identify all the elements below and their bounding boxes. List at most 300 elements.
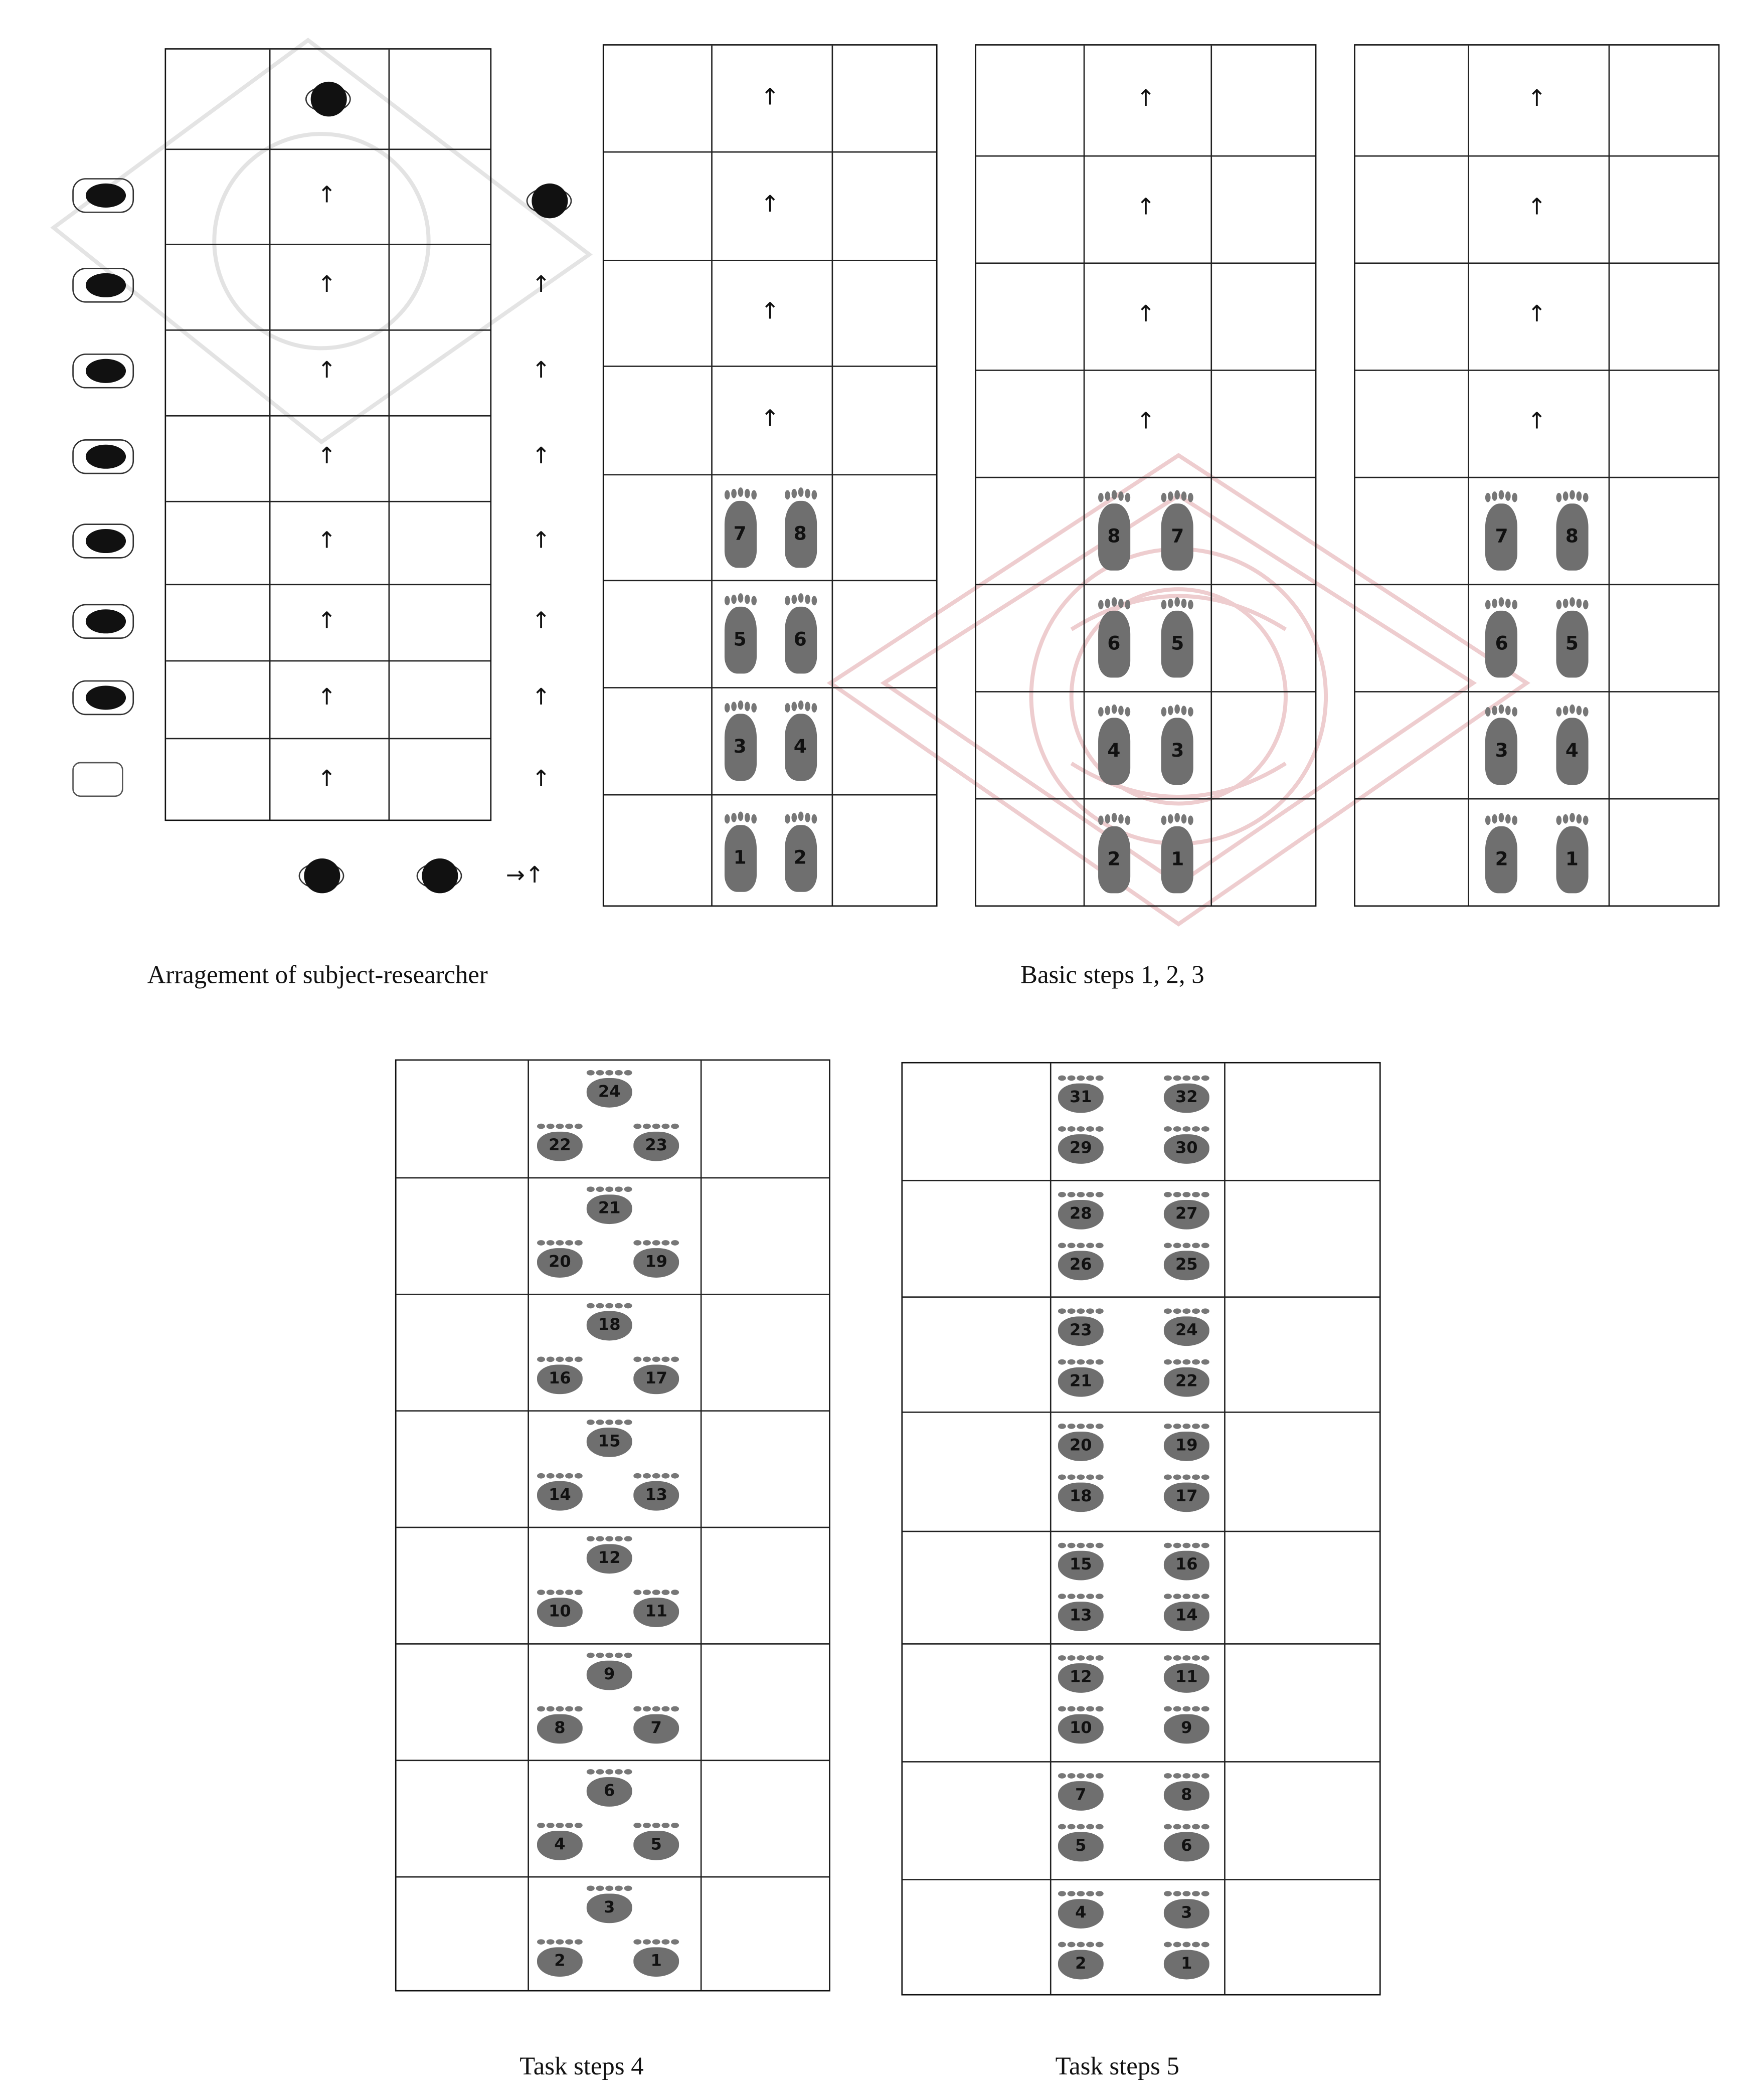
footprint-toe (791, 488, 796, 498)
footprint-toe (1161, 707, 1167, 717)
footprint-toe (1492, 491, 1498, 501)
footprint-toe (556, 1590, 564, 1595)
basic-step-1-grid (603, 44, 938, 907)
footprint-toe (587, 1186, 595, 1192)
footprint-toe (797, 811, 803, 820)
footprint-toe (643, 1939, 651, 1945)
footprint-toe (624, 1420, 632, 1425)
footprint (1054, 1242, 1108, 1282)
footprint-number: 20 (1070, 1436, 1092, 1455)
footprint (583, 1418, 636, 1458)
grid-column-line (389, 50, 390, 820)
footprint-toe (1096, 1891, 1104, 1896)
footprint-number: 4 (1565, 740, 1579, 762)
footprint-toe (744, 702, 750, 711)
footprint-toe (575, 1590, 583, 1595)
footprint (1054, 1358, 1108, 1398)
footprint-toe (1068, 1192, 1076, 1197)
grid-row-line (903, 1879, 1379, 1880)
footprint-number: 8 (1565, 526, 1579, 548)
arrow-up-icon: ↑ (1527, 194, 1546, 221)
footprint-toe (784, 596, 790, 606)
arrow-up-icon: ↑ (760, 83, 780, 111)
footprint-number: 1 (1171, 849, 1184, 871)
footprint-toe (1096, 1824, 1104, 1830)
footprint-number: 27 (1175, 1204, 1198, 1223)
footprint (1054, 1541, 1108, 1582)
footprint-toe (1173, 1891, 1181, 1896)
basic-step-3-grid (1354, 44, 1719, 907)
footprint-toe (1201, 1706, 1209, 1712)
footprint-toe (615, 1769, 623, 1775)
footprint-toe (1096, 1243, 1104, 1249)
grid-row-line (166, 584, 490, 585)
footprint-toe (1086, 1243, 1094, 1249)
footprint (1054, 1422, 1108, 1462)
grid-row-line (976, 477, 1315, 478)
footprint-toe (605, 1186, 613, 1192)
footprint-toe (804, 702, 810, 711)
footprint (629, 1821, 683, 1861)
footprint-toe (791, 595, 796, 604)
footprint (1556, 595, 1588, 678)
footprint-toe (1111, 597, 1117, 607)
footprint-toe (661, 1240, 669, 1246)
eye-icon (72, 523, 134, 558)
footprint-toe (1096, 1192, 1104, 1197)
footprint-number: 4 (793, 736, 807, 758)
footprint (784, 697, 816, 781)
grid-row-line (604, 151, 936, 153)
footprint-toe (731, 595, 736, 604)
footprint (629, 1239, 683, 1279)
footprint-toe (1118, 814, 1123, 824)
footprint-number: 1 (1565, 849, 1579, 871)
footprint-toe (575, 1240, 583, 1246)
footprint-toe (652, 1240, 660, 1246)
footprint-toe (1098, 600, 1103, 610)
footprint-toe (1118, 706, 1123, 716)
footprint-toe (791, 702, 796, 711)
footprint-toe (1201, 1126, 1209, 1132)
footprint (1054, 1705, 1108, 1745)
footprint-toe (1492, 814, 1498, 824)
footprint-toe (1096, 1706, 1104, 1712)
footprint-toe (1173, 1773, 1181, 1779)
footprint (1161, 810, 1193, 894)
footprint-toe (1068, 1773, 1076, 1779)
footprint-number: 3 (733, 736, 747, 758)
footprint-toe (1096, 1543, 1104, 1548)
footprint-toe (1086, 1475, 1094, 1480)
footprint-toe (615, 1536, 623, 1541)
footprint-toe (751, 489, 756, 499)
footprint-number: 15 (598, 1432, 621, 1451)
footprint-toe (1506, 491, 1511, 501)
footprint (1054, 1307, 1108, 1347)
grid-row-line (604, 794, 936, 796)
grid-row-line (976, 262, 1315, 264)
footprint-toe (556, 1939, 564, 1945)
footprint-toe (1182, 1243, 1190, 1249)
footprint (533, 1821, 587, 1861)
footprint-toe (1164, 1706, 1172, 1712)
footprint-toe (537, 1590, 545, 1595)
footprint-toe (671, 1590, 679, 1595)
footprint-toe (1086, 1424, 1094, 1429)
footprint-toe (1192, 1543, 1200, 1548)
footprint (629, 1938, 683, 1978)
arrow-up-icon: ↑ (760, 298, 780, 325)
footprint-toe (537, 1939, 545, 1945)
footprint-toe (1570, 813, 1575, 822)
footprint-number: 4 (1107, 740, 1121, 762)
footprint-toe (1562, 706, 1568, 716)
footprint-toe (744, 488, 750, 498)
footprint-toe (1058, 1773, 1066, 1779)
footprint-toe (1125, 600, 1130, 610)
footprint-toe (1201, 1475, 1209, 1480)
footprint-toe (1181, 706, 1187, 716)
eye-pupil (86, 609, 126, 633)
footprint-toe (1192, 1824, 1200, 1830)
grid-row-line (903, 1531, 1379, 1532)
footprint-toe (1105, 706, 1110, 716)
footprint (724, 808, 756, 892)
footprint-toe (1486, 600, 1491, 610)
footprint-toe (1077, 1308, 1085, 1314)
footprint-toe (547, 1240, 555, 1246)
footprint-toe (556, 1357, 564, 1362)
footprint-toe (1192, 1308, 1200, 1314)
footprint-number: 18 (1070, 1486, 1092, 1505)
footprint-toe (1077, 1824, 1085, 1830)
footprint-toe (1173, 1942, 1181, 1948)
footprint-toe (1499, 813, 1504, 822)
grid-row-line (604, 474, 936, 475)
footprint-number: 5 (733, 629, 747, 651)
arrow-up-icon: ↑ (1136, 408, 1155, 436)
footprint-toe (1201, 1773, 1209, 1779)
footprint-toe (1192, 1126, 1200, 1132)
grid-row-line (397, 1410, 829, 1412)
grid-column-line (269, 50, 271, 820)
grid-row-line (976, 691, 1315, 692)
footprint-toe (671, 1939, 679, 1945)
footprint-number: 11 (1175, 1667, 1198, 1686)
footprint-toe (1164, 1192, 1172, 1197)
footprint-toe (1182, 1543, 1190, 1548)
footprint-toe (1086, 1824, 1094, 1830)
footprint-toe (1562, 491, 1568, 501)
footprint-toe (1192, 1891, 1200, 1896)
footprint-toe (615, 1420, 623, 1425)
footprint-toe (1562, 599, 1568, 608)
footprint-toe (671, 1124, 679, 1129)
footprint-toe (1164, 1773, 1172, 1779)
arrow-up-icon: ↑ (317, 272, 336, 299)
footprint-toe (1181, 814, 1187, 824)
footprint-toe (1182, 1942, 1190, 1948)
footprint (784, 808, 816, 892)
footprint-toe (1181, 599, 1187, 608)
footprint-toe (1201, 1942, 1209, 1948)
footprint-toe (605, 1653, 613, 1658)
footprint-toe (1077, 1891, 1085, 1896)
footprint-toe (1182, 1076, 1190, 1081)
footprint (1098, 810, 1130, 894)
footprint-number: 2 (1107, 849, 1121, 871)
footprint-number: 7 (1171, 526, 1184, 548)
footprint-toe (1173, 1192, 1181, 1197)
footprint (1054, 1772, 1108, 1812)
footprint-toe (1068, 1243, 1076, 1249)
footprint-toe (737, 811, 743, 820)
arrow-up-icon: ↑ (531, 528, 551, 555)
footprint-toe (1068, 1543, 1076, 1548)
footprint-number: 2 (1075, 1954, 1087, 1973)
grid-row-line (166, 660, 490, 662)
footprint-number: 26 (1070, 1255, 1092, 1274)
footprint-toe (1188, 707, 1194, 717)
footprint-toe (1570, 490, 1575, 500)
footprint-number: 23 (1070, 1320, 1092, 1339)
grid-row-line (1355, 584, 1718, 585)
footprint-toe (1105, 814, 1110, 824)
footprint-toe (1068, 1891, 1076, 1896)
caption-basic-steps: Basic steps 1, 2, 3 (1020, 961, 1204, 990)
grid-row-line (1355, 691, 1718, 692)
footprint-toe (652, 1357, 660, 1362)
footprint-toe (1192, 1475, 1200, 1480)
arrow-up-icon: ↑ (1136, 301, 1155, 328)
footprint-toe (1068, 1706, 1076, 1712)
footprint-toe (537, 1823, 545, 1828)
footprint-toe (575, 1823, 583, 1828)
grid-row-line (1355, 155, 1718, 157)
footprint-toe (1125, 493, 1130, 502)
head-fill (311, 82, 347, 116)
footprint-toe (1192, 1942, 1200, 1948)
footprint-toe (596, 1536, 604, 1541)
grid-row-line (1355, 477, 1718, 478)
footprint-toe (643, 1357, 651, 1362)
footprint-toe (1077, 1942, 1085, 1948)
arrow-up-icon: ↑ (317, 358, 336, 385)
eye-pupil (86, 359, 126, 383)
footprint-toe (1161, 600, 1167, 610)
footprint-toe (633, 1357, 641, 1362)
footprint-toe (1111, 490, 1117, 500)
footprint (629, 1589, 683, 1629)
footprint-number: 3 (604, 1897, 615, 1916)
caption-task-steps-5: Task steps 5 (1055, 2053, 1179, 2081)
footprint-toe (671, 1706, 679, 1712)
footprint-toe (661, 1939, 669, 1945)
footprint-toe (724, 703, 730, 713)
footprint (1486, 595, 1518, 678)
arrow-up-icon: ↑ (531, 765, 551, 792)
footprint-number: 19 (1175, 1436, 1198, 1455)
footprint-toe (615, 1070, 623, 1076)
footprint-toe (1173, 1655, 1181, 1661)
grid-column-line (701, 1061, 702, 1990)
footprint-toe (1111, 705, 1117, 714)
grid-row-line (976, 798, 1315, 800)
footprint-toe (575, 1706, 583, 1712)
task-steps-5-grid (901, 1062, 1380, 1996)
researcher-head-icon (527, 181, 572, 221)
footprint-toe (633, 1124, 641, 1129)
footprint-toe (633, 1939, 641, 1945)
footprint-toe (1182, 1824, 1190, 1830)
footprint-number: 6 (793, 629, 807, 651)
footprint-toe (1068, 1942, 1076, 1948)
arrow-up-icon: ↑ (317, 443, 336, 470)
grid-row-line (903, 1643, 1379, 1645)
footprint-toe (587, 1885, 595, 1891)
footprint-toe (547, 1706, 555, 1712)
grid-row-line (604, 580, 936, 581)
footprint (1098, 487, 1130, 571)
footprint-toe (1512, 707, 1518, 717)
footprint-toe (643, 1240, 651, 1246)
footprint (629, 1472, 683, 1512)
footprint (1160, 1074, 1213, 1114)
footprint-toe (1583, 493, 1588, 502)
footprint-toe (624, 1653, 632, 1658)
footprint-toe (1086, 1543, 1094, 1548)
footprint-toe (671, 1473, 679, 1479)
footprint (629, 1355, 683, 1395)
footprint-number: 1 (1181, 1954, 1192, 1973)
footprint-toe (661, 1357, 669, 1362)
footprint-toe (652, 1590, 660, 1595)
footprint-toe (1086, 1891, 1094, 1896)
footprint-toe (1058, 1076, 1066, 1081)
footprint-toe (1086, 1706, 1094, 1712)
footprint-toe (1173, 1543, 1181, 1548)
footprint (1160, 1772, 1213, 1812)
footprint-number: 4 (1075, 1903, 1087, 1922)
footprint-toe (1096, 1594, 1104, 1599)
footprint (629, 1122, 683, 1162)
footprint-toe (547, 1823, 555, 1828)
footprint-toe (587, 1769, 595, 1775)
footprint-toe (1182, 1655, 1190, 1661)
footprint-number: 23 (645, 1135, 667, 1155)
grid-column-line (1224, 1064, 1226, 1994)
footprint-toe (624, 1303, 632, 1309)
footprint-toe (587, 1070, 595, 1076)
footprint-toe (547, 1124, 555, 1129)
footprint (1160, 1593, 1213, 1633)
footprint-toe (565, 1823, 573, 1828)
eye-pupil (86, 685, 126, 710)
arrow-up-icon: ↑ (317, 684, 336, 712)
footprint-number: 11 (645, 1602, 667, 1621)
footprint-toe (1556, 707, 1561, 717)
footprint-toe (587, 1303, 595, 1309)
footprint-toe (605, 1769, 613, 1775)
footprint (533, 1705, 587, 1745)
footprint-toe (1173, 1594, 1181, 1599)
footprint-toe (791, 812, 796, 822)
footprint-toe (1201, 1076, 1209, 1081)
footprint-number: 31 (1070, 1087, 1092, 1107)
footprint-toe (1556, 816, 1561, 825)
footprint (1160, 1190, 1213, 1231)
footprint-number: 6 (1181, 1836, 1192, 1855)
eye-pupil (86, 529, 126, 553)
footprint-toe (643, 1823, 651, 1828)
footprint-toe (1556, 600, 1561, 610)
footprint-toe (1168, 491, 1174, 501)
footprint-number: 6 (1495, 633, 1508, 655)
footprint-number: 6 (604, 1781, 615, 1800)
footprint-number: 9 (604, 1664, 615, 1684)
grid-row-line (604, 687, 936, 688)
grid-column-line (1050, 1064, 1052, 1994)
footprint-toe (1058, 1824, 1066, 1830)
footprint-number: 3 (1495, 740, 1508, 762)
footprint (1556, 487, 1588, 571)
footprint-toe (1570, 597, 1575, 607)
footprint-toe (784, 489, 790, 499)
footprint-toe (1161, 816, 1167, 825)
grid-row-line (976, 370, 1315, 371)
footprint-toe (1506, 599, 1511, 608)
footprint-toe (1175, 705, 1180, 714)
footprint-toe (731, 702, 736, 711)
footprint-toe (671, 1240, 679, 1246)
footprint (583, 1069, 636, 1109)
footprint-toe (547, 1590, 555, 1595)
arrow-up-icon: ↑ (531, 443, 551, 470)
footprint-toe (596, 1070, 604, 1076)
grid-row-line (397, 1876, 829, 1878)
footprint (1160, 1889, 1213, 1930)
footprint (1054, 1941, 1108, 1981)
footprint-number: 7 (1075, 1785, 1087, 1804)
grid-row-line (397, 1177, 829, 1179)
grid-column-line (1210, 46, 1212, 906)
footprint-toe (587, 1420, 595, 1425)
footprint-toe (1111, 813, 1117, 822)
footprint-toe (547, 1473, 555, 1479)
footprint-toe (537, 1473, 545, 1479)
footprint (1054, 1473, 1108, 1513)
footprint-toe (1164, 1942, 1172, 1948)
footprint-toe (1086, 1126, 1094, 1132)
footprint-toe (1077, 1594, 1085, 1599)
footprint (1160, 1654, 1213, 1694)
footprint-toe (1173, 1126, 1181, 1132)
footprint-toe (1576, 491, 1582, 501)
footprint-toe (1201, 1308, 1209, 1314)
footprint (1161, 595, 1193, 678)
footprint-toe (615, 1303, 623, 1309)
footprint-toe (1486, 493, 1491, 502)
footprint-toe (1068, 1076, 1076, 1081)
footprint-toe (615, 1653, 623, 1658)
footprint-toe (811, 596, 816, 606)
footprint-toe (751, 596, 756, 606)
footprint (533, 1355, 587, 1395)
empty-box-icon (72, 761, 123, 796)
eye-pupil (86, 445, 126, 469)
grid-row-line (976, 155, 1315, 157)
